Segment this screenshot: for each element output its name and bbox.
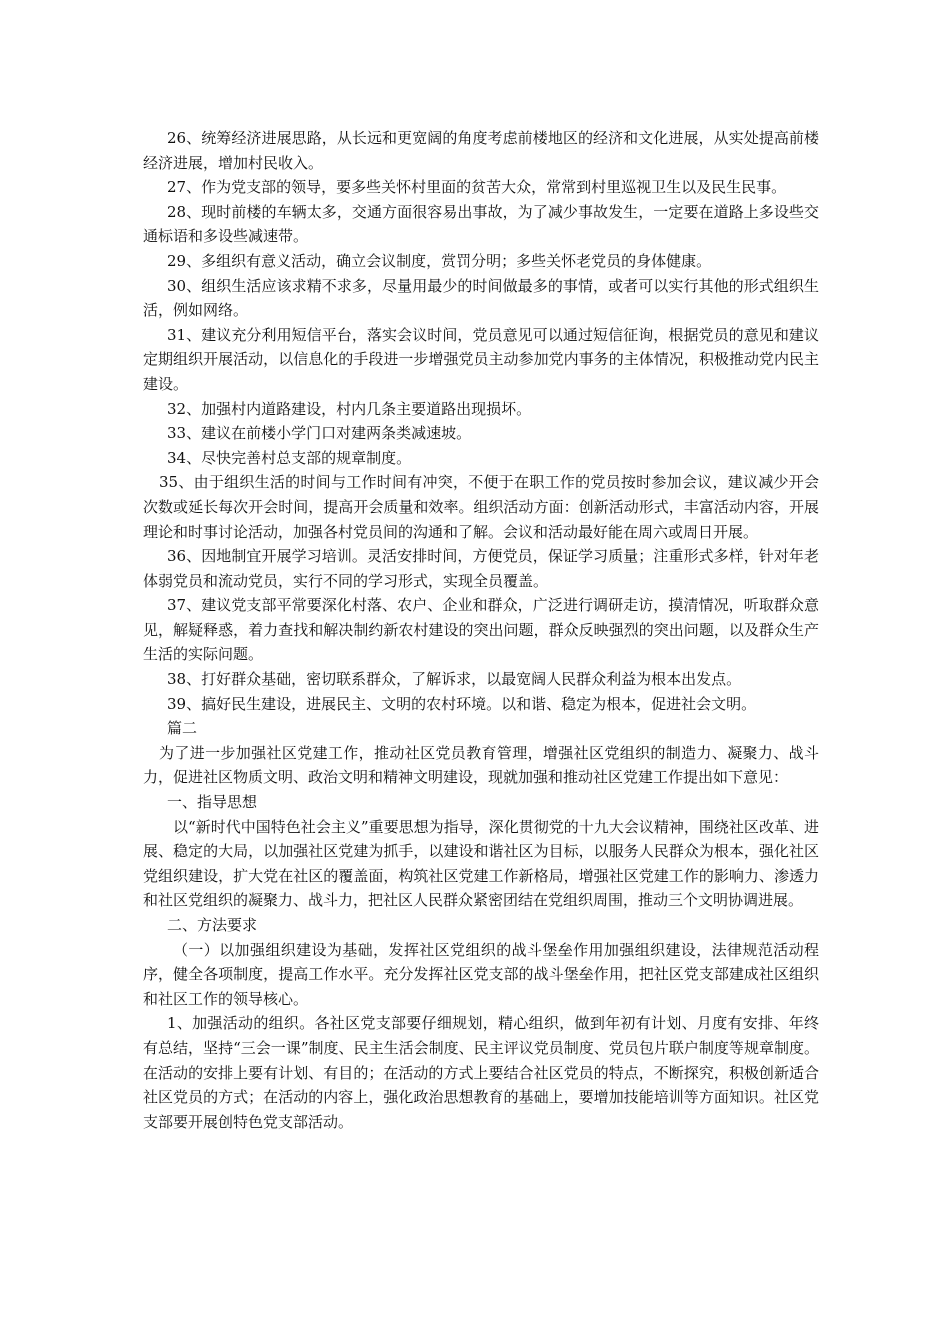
paragraph-29: 29、多组织有意义活动，确立会议制度，赏罚分明；多些关怀老党员的身体健康。 (167, 251, 712, 270)
heading-guiding-thought: 一、指导思想 (167, 793, 258, 812)
paragraph-32: 32、加强村内道路建设，村内几条主要道路出现损坏。 (167, 399, 532, 418)
paragraph-38: 38、打好群众基础，密切联系群众，了解诉求，以最宽阔人民群众利益为根本出发点。 (167, 670, 742, 689)
paragraph-35: 35、由于组织生活的时间与工作时间有冲突，不便于在职工作的党员按时参加会议，建议减少开会次数或延长每次开会时间，提高开会质量和效率。组织活动方面：创新活动形式，丰富活动内容，开展理论和时事讨论活动，加强各村党员间的沟通和了解。会议和活动最好能在周六或周日开展。 (143, 473, 819, 541)
paragraph-26: 26、统筹经济进展思路，从长远和更宽阔的角度考虑前楼地区的经济和文化进展，从实处提高前楼经济进展，增加村民收入。 (143, 129, 819, 172)
guiding-thought-paragraph: 以“新时代中国特色社会主义”重要思想为指导，深化贯彻党的十九大会议精神，围绕社区改革、进展、稳定的大局，以加强社区党建为抓手，以建设和谐社区为目标，以服务人民群众为根本，强化社区党组织建设，扩大党在社区的覆盖面，构筑社区党建工作新格局，增强社区党建工作的影响力、渗透力和社区党组织的凝聚力、战斗力，把社区人民群众紧密团结在党组织周围，推动三个文明协调进展。 (143, 817, 819, 910)
paragraph-31: 31、建议充分利用短信平台，落实会议时间，党员意见可以通过短信征询，根据党员的意见和建议定期组织开展活动，以信息化的手段进一步增强党员主动参加党内事务的主体情况，积极推动党内民主建设。 (143, 325, 819, 393)
paragraph-27: 27、作为党支部的领导，要多些关怀村里面的贫苦大众，常常到村里巡视卫生以及民生民事。 (167, 178, 787, 197)
paragraph-37: 37、建议党支部平常要深化村落、农户、企业和群众，广泛进行调研走访，摸清情况，听取群众意见，解疑释惑，着力查找和解决制约新农村建设的突出问题，群众反映强烈的突出问题，以及群众生产生活的实际问题。 (143, 596, 819, 664)
method-paragraph-activities: 1、加强活动的组织。各社区党支部要仔细规划，精心组织，做到年初有计划、月度有安排、年终有总结，坚持“三会一课”制度、民主生活会制度、民主评议党员制度、党员包片联户制度等规章制度。在活动的安排上要有计划、有目的；在活动的方式上要结合社区党员的特点，不断探究，积极创新适合社区党员的方式；在活动的内容上，强化政治思想教育的基础上，要增加技能培训等方面知识。社区党支部要开展创特色党支部活动。 (143, 1014, 819, 1131)
paragraph-33: 33、建议在前楼小学门口对建两条类减速坡。 (167, 424, 472, 443)
document-body (143, 126, 819, 1134)
intro-paragraph: 为了进一步加强社区党建工作，推动社区党员教育管理，增强社区党组织的制造力、凝聚力、战斗力，促进社区物质文明、政治文明和精神文明建设，现就加强和推动社区党建工作提出如下意见： (143, 743, 819, 787)
paragraph-28: 28、现时前楼的车辆太多，交通方面很容易出事故，为了减少事故发生，一定要在道路上多设些交通标语和多设些减速带。 (143, 202, 819, 246)
paragraph-36: 36、因地制宜开展学习培训。灵活安排时间，方便党员，保证学习质量；注重形式多样，针对年老体弱党员和流动党员，实行不同的学习形式，实现全员覆盖。 (143, 547, 819, 590)
paragraph-39: 39、搞好民生建设，进展民主、文明的农村环境。以和谐、稳定为根本，促进社会文明。 (167, 694, 757, 713)
paragraph-30: 30、组织生活应该求精不求多，尽量用最少的时间做最多的事情，或者可以实行其他的形式组织生活，例如网络。 (143, 276, 819, 320)
method-paragraph-one: （一）以加强组织建设为基础，发挥社区党组织的战斗堡垒作用加强组织建设，法律规范活动程序，健全各项制度，提高工作水平。充分发挥社区党支部的战斗堡垒作用，把社区党支部建成社区组织和社区工作的领导核心。 (143, 940, 819, 1008)
section-heading-part-two: 篇二 (167, 719, 198, 738)
paragraph-34: 34、尽快完善村总支部的规章制度。 (167, 448, 412, 467)
heading-method-requirements: 二、方法要求 (167, 916, 258, 934)
